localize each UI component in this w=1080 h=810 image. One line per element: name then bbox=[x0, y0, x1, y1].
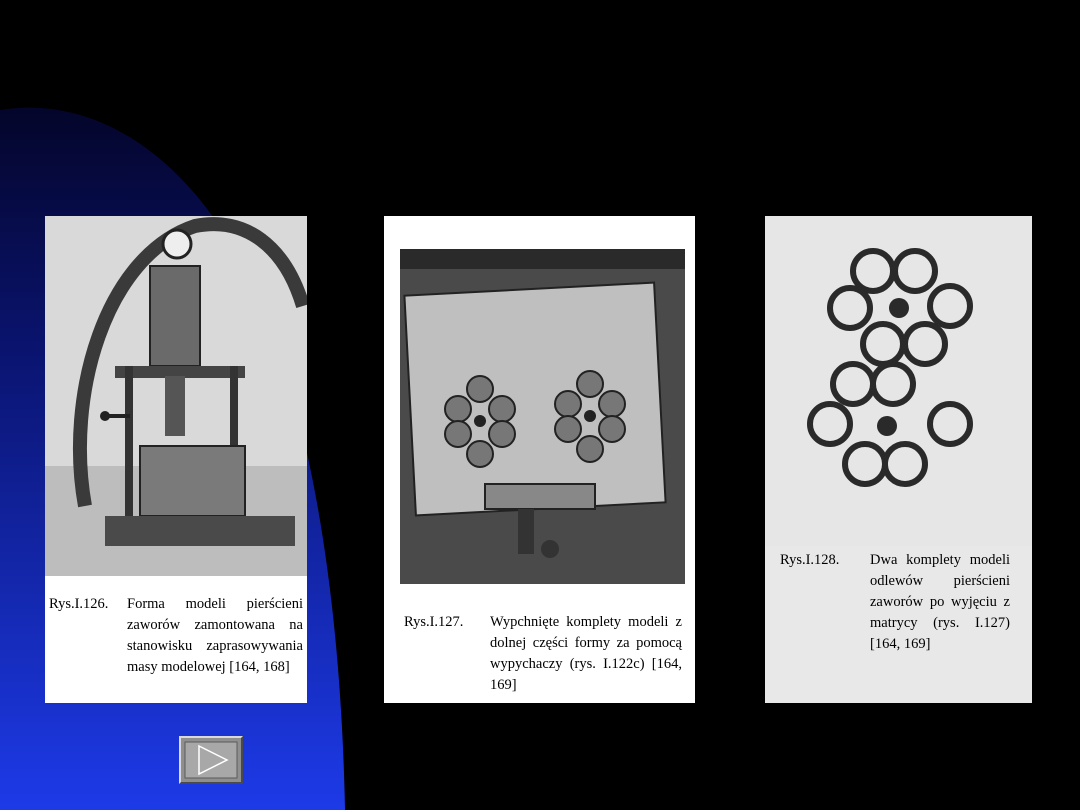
figure-128-text: Dwa komplety modeli odlewów pierścieni zaworów po wyjęciu z matrycy (rys. I.127) [164, 169] bbox=[870, 552, 1010, 652]
figure-128 bbox=[765, 216, 1032, 703]
figure-127 bbox=[384, 216, 695, 703]
figure-127-text: Wypchnięte komplety modeli z dolnej części formy za pomocą wypychaczy (rys. I.122c) [164, 169] bbox=[490, 614, 682, 693]
figure-128-number: Rys.I.128. bbox=[780, 552, 840, 568]
next-slide-button[interactable] bbox=[179, 736, 243, 784]
play-triangle-icon bbox=[181, 738, 241, 782]
ring-models-photo bbox=[765, 216, 1032, 546]
mold-plate-photo bbox=[400, 249, 685, 584]
figure-127-number: Rys.I.127. bbox=[404, 614, 464, 630]
figure-128-caption bbox=[780, 550, 1010, 655]
figure-126-caption bbox=[49, 594, 303, 678]
figure-126-number: Rys.I.126. bbox=[49, 596, 109, 612]
press-machine-photo bbox=[45, 216, 307, 576]
figure-126-text: Forma modeli pierścieni zaworów zamontowana na stanowisku zaprasowywania masy modelowej [164, 168] bbox=[127, 596, 303, 675]
figure-127-caption bbox=[404, 612, 682, 696]
figure-126 bbox=[45, 216, 307, 703]
